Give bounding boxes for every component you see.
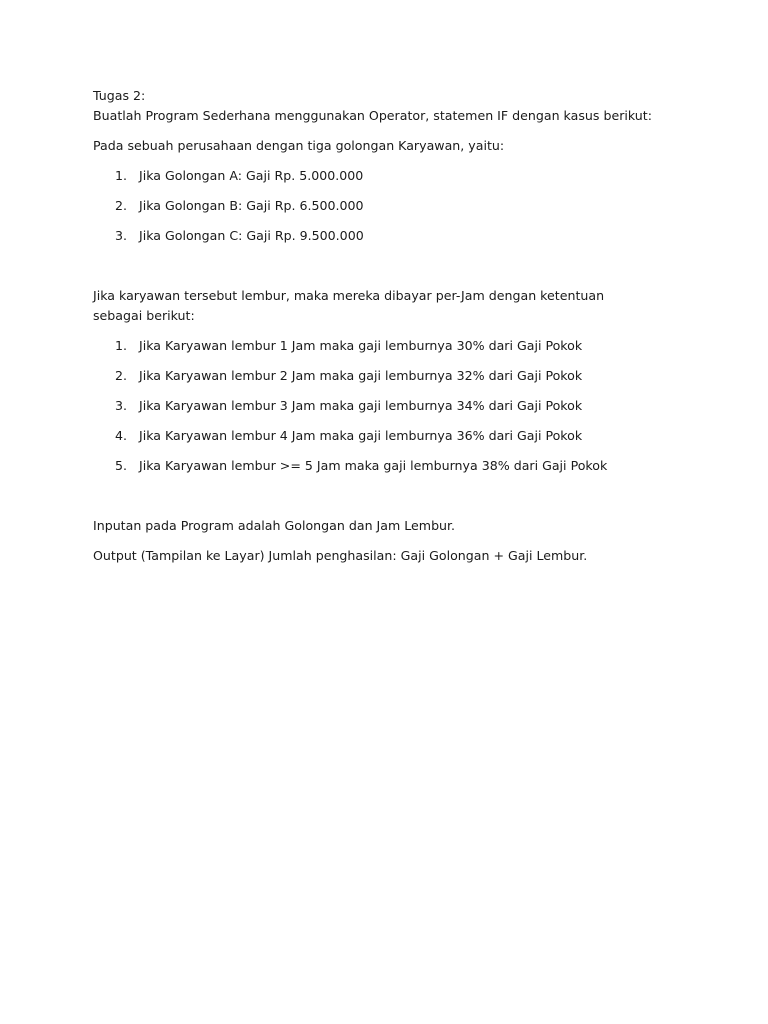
list-number: 3. xyxy=(115,398,128,413)
list-item xyxy=(93,196,663,216)
task-title: Tugas 2: xyxy=(93,88,146,103)
list-number: 2. xyxy=(115,368,128,383)
list-item-text: Jika Karyawan lembur 4 Jam maka gaji lemburnya 36% dari Gaji Pokok xyxy=(139,428,583,443)
intro-text: Pada sebuah perusahaan dengan tiga golongan Karyawan, yaitu: xyxy=(93,138,505,153)
list-item xyxy=(93,366,663,386)
list-item-text: Jika Karyawan lembur >= 5 Jam maka gaji lemburnya 38% dari Gaji Pokok xyxy=(139,458,608,473)
list-number: 2. xyxy=(115,198,128,213)
golongan-list xyxy=(93,166,663,246)
input-note: Inputan pada Program adalah Golongan dan Jam Lembur. xyxy=(93,518,456,533)
list-item-text: Jika Karyawan lembur 2 Jam maka gaji lemburnya 32% dari Gaji Pokok xyxy=(139,368,583,383)
list-item-text: Jika Golongan A: Gaji Rp. 5.000.000 xyxy=(139,168,364,183)
list-item xyxy=(93,396,663,416)
list-number: 1. xyxy=(115,168,128,183)
list-item-text: Jika Golongan C: Gaji Rp. 9.500.000 xyxy=(139,228,364,243)
list-item-text: Jika Golongan B: Gaji Rp. 6.500.000 xyxy=(139,198,364,213)
list-item-text: Jika Karyawan lembur 1 Jam maka gaji lemburnya 30% dari Gaji Pokok xyxy=(139,338,583,353)
list-item xyxy=(93,456,663,476)
list-item xyxy=(93,426,663,446)
document-body xyxy=(93,86,663,566)
lembur-list xyxy=(93,336,663,476)
list-number: 1. xyxy=(115,338,128,353)
list-item xyxy=(93,226,663,246)
list-number: 4. xyxy=(115,428,128,443)
lembur-intro-text: Jika karyawan tersebut lembur, maka mereka dibayar per-Jam dengan ketentuan sebagai berikut: xyxy=(93,288,605,323)
list-item-text: Jika Karyawan lembur 3 Jam maka gaji lemburnya 34% dari Gaji Pokok xyxy=(139,398,583,413)
output-note: Output (Tampilan ke Layar) Jumlah penghasilan: Gaji Golongan + Gaji Lembur. xyxy=(93,548,588,563)
list-item xyxy=(93,336,663,356)
list-number: 5. xyxy=(115,458,128,473)
instruction-text: Buatlah Program Sederhana menggunakan Operator, statemen IF dengan kasus berikut: xyxy=(93,108,652,123)
list-item xyxy=(93,166,663,186)
list-number: 3. xyxy=(115,228,128,243)
